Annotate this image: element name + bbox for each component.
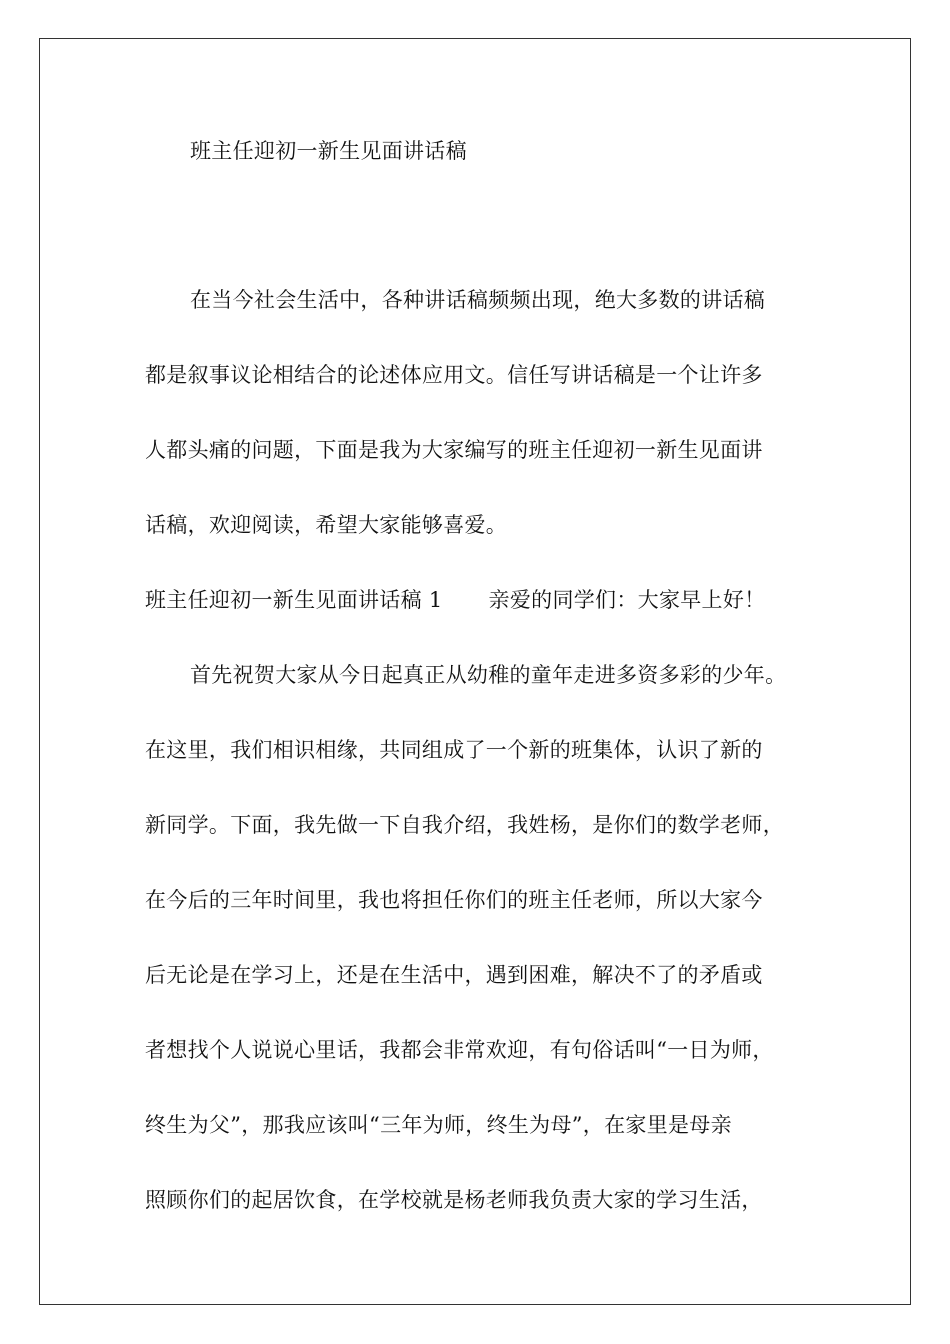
section-heading: 班主任迎初一新生见面讲话稿 1 xyxy=(145,588,443,612)
intro-line-1: 在当今社会生活中，各种讲话稿频频出现，绝大多数的讲话稿 xyxy=(190,288,766,312)
body-line-8: 照顾你们的起居饮食，在学校就是杨老师我负责大家的学习生活， xyxy=(145,1188,763,1212)
document-title: 班主任迎初一新生见面讲话稿 xyxy=(190,139,467,163)
body-line-2: 在这里，我们相识相缘，共同组成了一个新的班集体，认识了新的 xyxy=(145,738,763,762)
body-line-1: 首先祝贺大家从今日起真正从幼稚的童年走进多资多彩的少年。 xyxy=(190,663,787,687)
body-line-6: 者想找个人说说心里话，我都会非常欢迎，有句俗话叫“一日为师， xyxy=(145,1038,774,1062)
greeting: 亲爱的同学们：大家早上好！ xyxy=(488,588,766,612)
intro-line-2: 都是叙事议论相结合的论述体应用文。信任写讲话稿是一个让许多 xyxy=(145,363,763,387)
intro-line-3: 人都头痛的问题，下面是我为大家编写的班主任迎初一新生见面讲 xyxy=(145,438,763,462)
intro-line-4: 话稿，欢迎阅读，希望大家能够喜爱。 xyxy=(145,513,508,537)
section-heading-line xyxy=(145,586,765,614)
body-line-5: 后无论是在学习上，还是在生活中，遇到困难，解决不了的矛盾或 xyxy=(145,963,763,987)
body-line-4: 在今后的三年时间里，我也将担任你们的班主任老师，所以大家今 xyxy=(145,888,763,912)
body-line-3: 新同学。下面，我先做一下自我介绍，我姓杨，是你们的数学老师， xyxy=(145,813,784,837)
body-line-7: 终生为父”，那我应该叫“三年为师，终生为母”，在家里是母亲 xyxy=(145,1113,732,1137)
